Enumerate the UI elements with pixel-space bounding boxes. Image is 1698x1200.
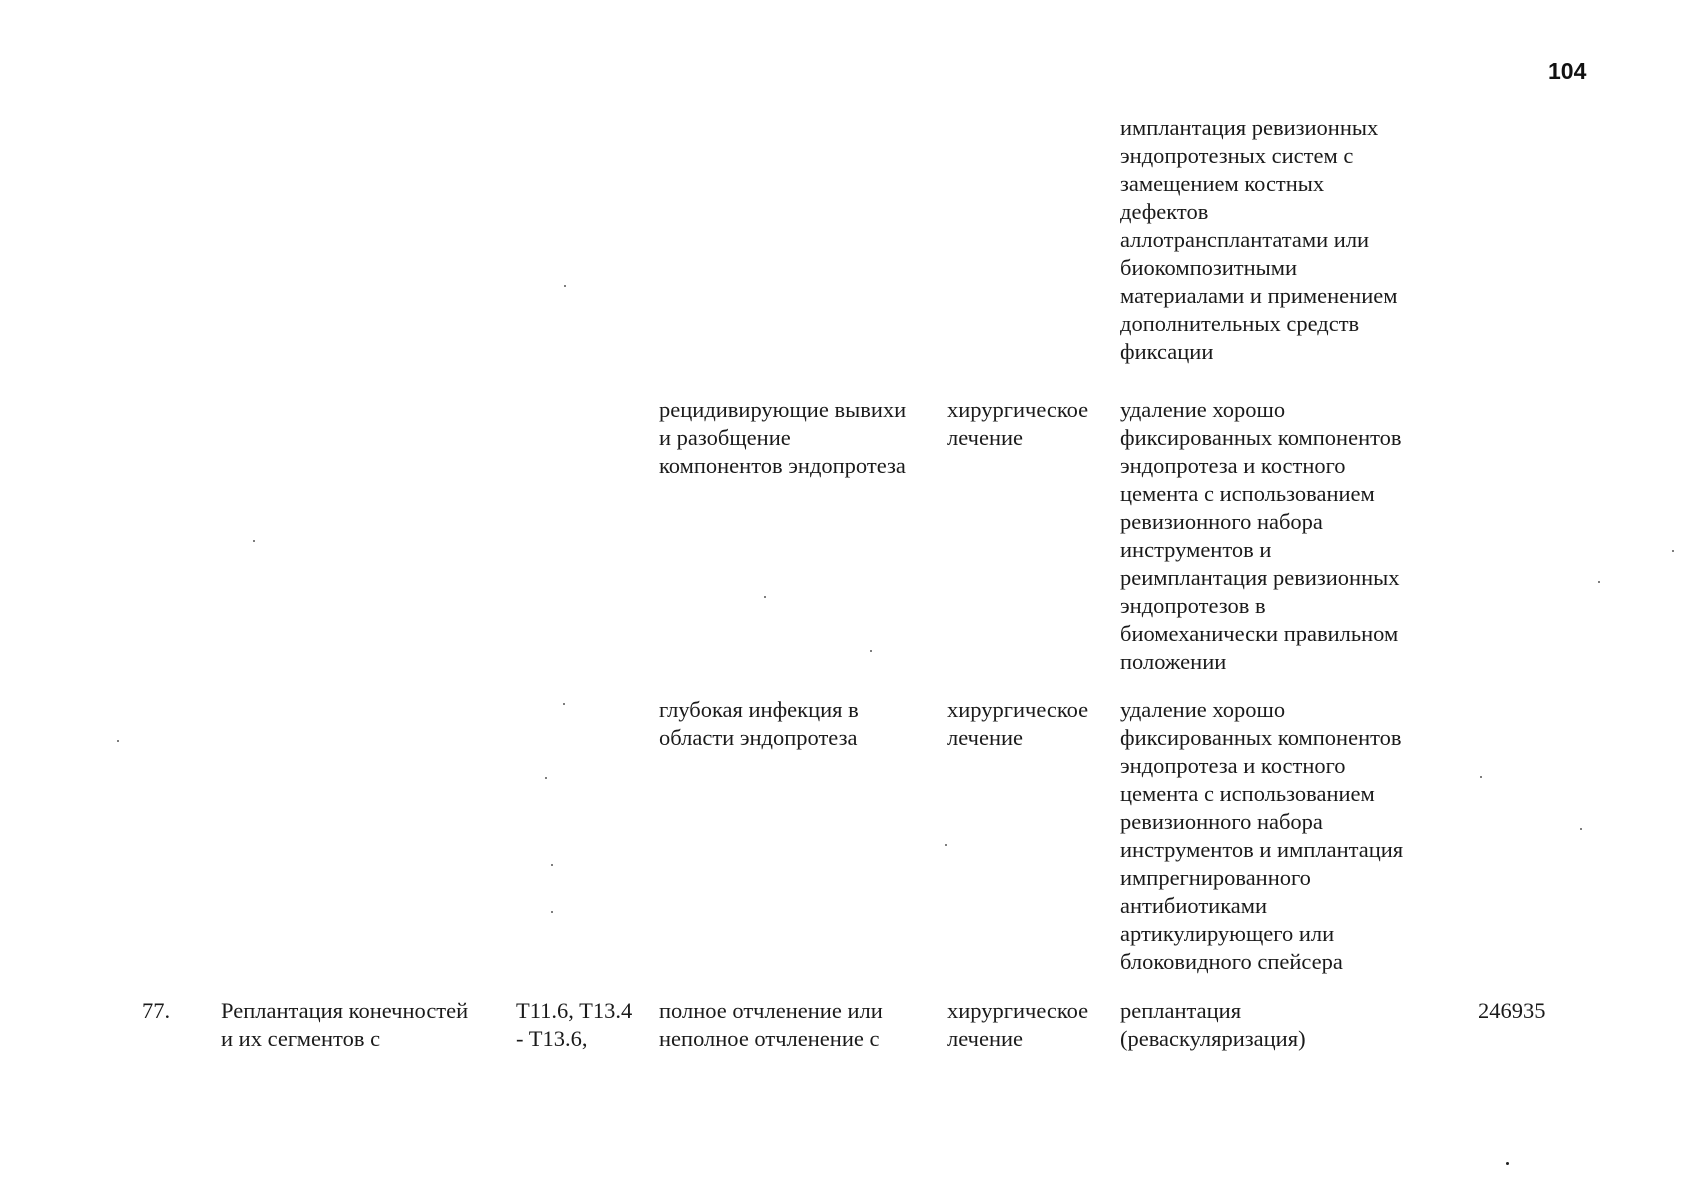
method-cell: имплантация ревизионных эндопротезных систем с замещением костных дефектов аллотрансплантатами или биокомпозитными материалами и применением дополнительных средств фиксации — [1120, 115, 1398, 364]
treatment-type-cell: хирургическое лечение — [947, 998, 1089, 1051]
model-cell: полное отчленение или неполное отчленение с — [659, 998, 883, 1051]
treatment-type-cell: хирургическое лечение — [947, 397, 1089, 450]
scan-speck — [1580, 828, 1582, 830]
procedure-name-cell: Реплантация конечностей и их сегментов с — [221, 998, 469, 1051]
diagnosis-code-cell: T11.6, T13.4 - T13.6, — [516, 998, 633, 1051]
scan-speck — [764, 596, 766, 598]
scan-speck — [545, 777, 547, 779]
page-number: 104 — [1548, 58, 1587, 84]
model-cell: рецидивирующие вывихи и разобщение компонентов эндопротеза — [659, 397, 907, 478]
method-cell: удаление хорошо фиксированных компонентов эндопротеза и костного цемента с использованием ревизионного набора инструментов и имплантация импрегнированного антибиотиками артикулирующего или блоковидного спейсера — [1120, 697, 1404, 974]
scan-speck — [1480, 776, 1482, 778]
method-cell: удаление хорошо фиксированных компонентов эндопротеза и костного цемента с использованием ревизионного набора инструментов и реимплантация ревизионных эндопротезов в биомеханически правильном положении — [1120, 397, 1402, 674]
method-cell: реплантация (реваскуляризация) — [1120, 998, 1306, 1051]
scan-speck — [253, 540, 255, 542]
scan-speck — [551, 864, 553, 866]
scan-speck — [564, 285, 566, 287]
model-cell: глубокая инфекция в области эндопротеза — [659, 697, 859, 750]
scan-speck — [563, 703, 565, 705]
scan-speck — [945, 844, 947, 846]
treatment-type-cell: хирургическое лечение — [947, 697, 1089, 750]
scan-speck — [1672, 550, 1674, 552]
row-number-cell: 77. — [142, 998, 171, 1023]
scan-speck — [551, 911, 553, 913]
scan-speck — [117, 740, 119, 742]
scan-speck — [870, 650, 872, 652]
norm-cell: 246935 — [1478, 998, 1546, 1023]
scan-speck — [1506, 1162, 1509, 1165]
scan-speck — [1598, 581, 1600, 583]
